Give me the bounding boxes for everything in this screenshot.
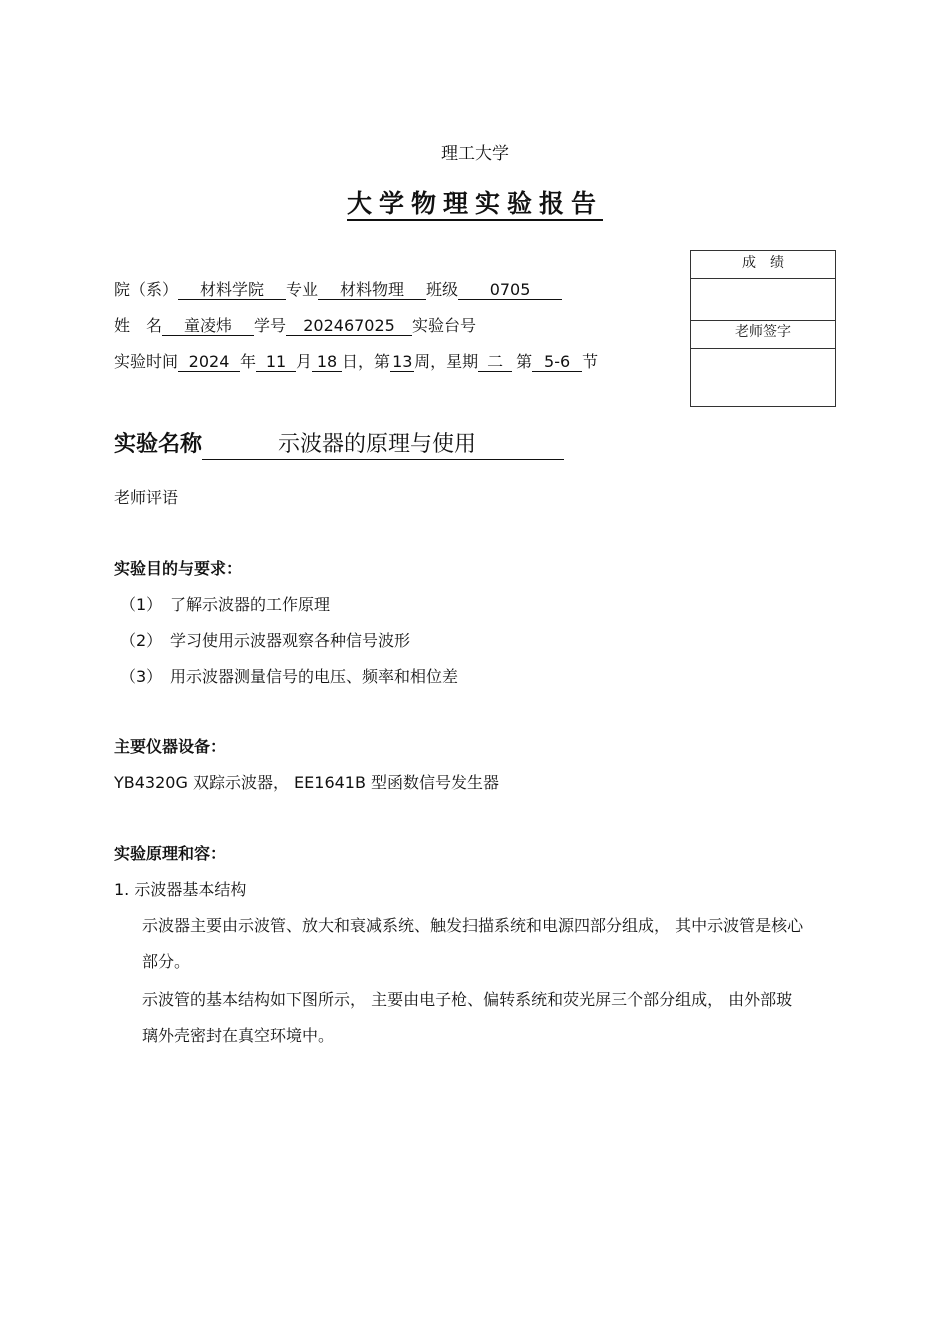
period-value: 5-6 (532, 353, 582, 372)
major-label: 专业 (286, 280, 319, 299)
id-label: 学号 (254, 316, 287, 335)
week-value: 13 (392, 352, 413, 371)
equipment-text: YB4320G 双踪示波器， EE1641B 型函数信号发生器 (114, 773, 500, 792)
period-unit: 节 (582, 352, 599, 371)
name-label: 姓 名 (114, 316, 163, 335)
signature-label: 老师签字 (691, 321, 835, 349)
experiment-name (114, 427, 564, 460)
equipment-heading: 主要仪器设备： (114, 737, 227, 756)
weekday-value: 二 (478, 353, 512, 372)
id-value: 202467025 (286, 317, 412, 336)
university-name: 理工大学 (441, 144, 509, 164)
teacher-comment-label: 老师评语 (114, 488, 179, 507)
purpose-item-text: 学习使用示波器观察各种信号波形 (170, 631, 411, 650)
purpose-item (120, 664, 458, 687)
week-unit: 周，星期 (414, 352, 479, 371)
major-value: 材料物理 (318, 281, 426, 300)
principle-paragraph-line: 示波器主要由示波管、放大和衰减系统、触发扫描系统和电源四部分组成， 其中示波管是核心 (142, 916, 804, 935)
month-unit: 月 (296, 352, 313, 371)
signature-cell[interactable] (691, 349, 835, 407)
purpose-item-text: 了解示波器的工作原理 (170, 595, 331, 614)
purpose-item-num: （3） (120, 667, 163, 686)
grade-box (690, 250, 836, 407)
dept-label: 院（系） (114, 280, 179, 299)
year-unit: 年 (240, 352, 257, 371)
period-label: 第 (516, 352, 533, 371)
class-value: 0705 (458, 281, 562, 300)
principle-paragraph-line: 部分。 (142, 952, 191, 971)
principle-subheading: 1. 示波器基本结构 (114, 880, 247, 899)
principle-paragraph-line: 示波管的基本结构如下图所示， 主要由电子枪、偏转系统和荧光屏三个部分组成， 由外部玻 (142, 990, 793, 1009)
experiment-name-label: 实验名称 (114, 432, 203, 457)
name-value: 童凌炜 (162, 317, 254, 336)
principle-paragraph-line: 璃外壳密封在真空环境中。 (142, 1026, 335, 1045)
info-line-department (114, 277, 562, 300)
report-title-text: 大学物理实验报告 (347, 189, 603, 221)
purpose-item-num: （1） (120, 595, 163, 614)
dept-value: 材料学院 (178, 281, 286, 300)
purpose-item-text: 用示波器测量信号的电压、频率和相位差 (170, 667, 459, 686)
time-label: 实验时间 (114, 352, 179, 371)
info-line-name (114, 313, 476, 336)
score-label: 成 绩 (691, 251, 835, 279)
year-value: 2024 (178, 353, 240, 372)
month-value: 11 (256, 353, 296, 372)
purpose-heading: 实验目的与要求： (114, 559, 243, 578)
day-unit: 日，第 (342, 352, 391, 371)
purpose-item (120, 628, 410, 651)
class-label: 班级 (426, 280, 459, 299)
day-value: 18 (312, 353, 342, 372)
principle-heading: 实验原理和容： (114, 844, 227, 863)
score-cell[interactable] (691, 279, 835, 321)
purpose-item (120, 592, 330, 615)
experiment-name-value: 示波器的原理与使用 (202, 431, 564, 460)
info-line-time (114, 349, 598, 372)
desk-label: 实验台号 (412, 316, 477, 335)
report-title (0, 184, 950, 220)
purpose-item-num: （2） (120, 631, 163, 650)
